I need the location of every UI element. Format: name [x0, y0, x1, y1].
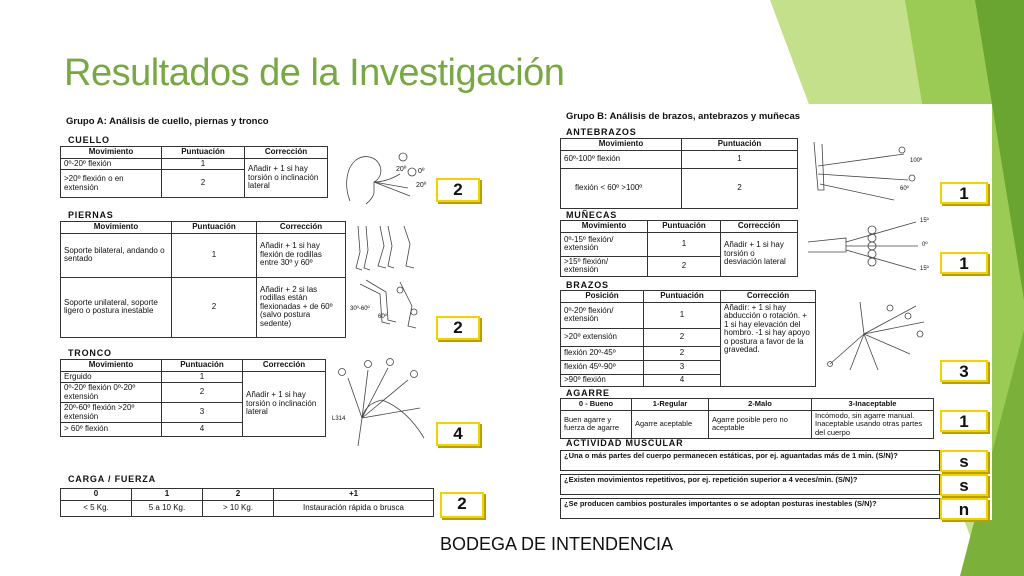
col-posicion: Posición	[561, 291, 644, 303]
tronco-score: 4	[436, 422, 480, 446]
cell-puntuacion: 4	[644, 374, 721, 386]
piernas-fig-label-2: 60º	[378, 314, 387, 320]
antebrazos-table	[560, 138, 798, 209]
group-b-panel	[558, 104, 992, 520]
cell-puntuacion: 2	[644, 328, 721, 346]
cell-puntuacion: 2	[162, 383, 243, 403]
cell-posicion: flexión 20º-45º	[561, 346, 644, 360]
antebrazos-fig-label-1: 100º	[910, 158, 923, 164]
piernas-score: 2	[436, 316, 480, 340]
munecas-fig-label-3: 15º	[920, 266, 929, 272]
table-row	[61, 158, 328, 170]
cuello-fig-label-2: 0º	[418, 168, 425, 175]
wrist-figure-illustration	[806, 218, 926, 274]
cell-posicion: >20º extensión	[561, 328, 644, 346]
cell-correccion: Añadir + 1 si hay flexión de rodillas entre 30º y 60º	[257, 233, 346, 277]
col-movimiento: Movimiento	[61, 222, 172, 234]
carga-col-2: 2	[203, 489, 274, 501]
cell-movimiento: 0º-15º flexión/ extensión	[561, 232, 648, 256]
col-correccion: Corrección	[243, 360, 326, 372]
munecas-fig-label-2: 0º	[922, 242, 928, 248]
piernas-table	[60, 221, 346, 338]
neck-figure-illustration	[330, 146, 430, 206]
table-row	[61, 277, 346, 337]
cell-puntuacion: 1	[162, 371, 243, 383]
piernas-fig-label-1: 30º-60º	[350, 306, 370, 312]
col-correccion: Corrección	[721, 221, 798, 233]
col-puntuacion: Puntuación	[648, 221, 721, 233]
agarre-col-bueno: 0 - Bueno	[561, 399, 632, 411]
antebrazos-fig-label-2: 60º	[900, 186, 909, 192]
col-movimiento: Movimiento	[561, 139, 682, 151]
carga-label: CARGA / FUERZA	[68, 474, 156, 484]
legs-figure-illustration	[350, 222, 436, 332]
cell-puntuacion: 3	[162, 403, 243, 423]
table-row	[561, 150, 798, 168]
arm-figure-illustration	[820, 294, 938, 374]
cell-posicion: flexión 45º-90º	[561, 360, 644, 374]
table-row	[561, 232, 798, 256]
col-movimiento: Movimiento	[61, 360, 162, 372]
agarre-cell-malo: Agarre posible pero no aceptable	[709, 410, 812, 439]
piernas-label: PIERNAS	[68, 210, 114, 220]
cell-puntuacion: 4	[162, 423, 243, 437]
cell-correccion: Añadir + 1 si hay torsión o inclinación lateral	[243, 371, 326, 437]
table-row	[561, 302, 816, 328]
col-correccion: Corrección	[257, 222, 346, 234]
actividad-answer-1: s	[940, 450, 988, 472]
carga-cell-1: 5 a 10 Kg.	[132, 500, 203, 516]
slide-title: Resultados de la Investigación	[64, 52, 565, 94]
table-row	[561, 168, 798, 208]
agarre-table	[560, 398, 934, 439]
col-puntuacion: Puntuación	[162, 147, 245, 159]
actividad-question-3: ¿Se producen cambios posturales importantes o se adoptan posturas inestables (S/N)?	[560, 498, 940, 519]
col-correccion: Corrección	[721, 291, 816, 303]
group-a-heading: Grupo A: Análisis de cuello, piernas y tronco	[66, 116, 269, 127]
tronco-table	[60, 359, 326, 437]
cuello-label: CUELLO	[68, 135, 110, 145]
cell-movimiento: Erguido	[61, 371, 162, 383]
cell-movimiento: 0º-20º flexión	[61, 158, 162, 170]
cell-movimiento: Soporte bilateral, andando o sentado	[61, 233, 172, 277]
cell-puntuacion: 1	[644, 302, 721, 328]
col-puntuacion: Puntuación	[172, 222, 257, 234]
cell-movimiento: 0º-20º flexión 0º-20º extensión	[61, 383, 162, 403]
cell-posicion: 0º-20º flexión/ extensión	[561, 302, 644, 328]
agarre-col-inaceptable: 3-Inaceptable	[812, 399, 934, 411]
brazos-label: BRAZOS	[566, 280, 609, 290]
actividad-label: ACTIVIDAD MUSCULAR	[566, 438, 684, 448]
carga-col-plus1: +1	[274, 489, 434, 501]
col-movimiento: Movimiento	[61, 147, 162, 159]
antebrazos-label: ANTEBRAZOS	[566, 127, 637, 137]
cuello-fig-label-3: 20º	[416, 182, 427, 189]
cell-puntuacion: 1	[172, 233, 257, 277]
cuello-score: 2	[436, 178, 480, 202]
cell-puntuacion: 2	[648, 256, 721, 276]
cell-puntuacion: 1	[682, 150, 798, 168]
agarre-cell-regular: Agarre aceptable	[632, 410, 709, 439]
brazos-score: 3	[940, 360, 988, 382]
slide-footer: BODEGA DE INTENDENCIA	[440, 534, 674, 554]
brazos-table	[560, 290, 816, 387]
carga-col-1: 1	[132, 489, 203, 501]
tronco-fig-label: L314	[332, 416, 346, 422]
cell-posicion: >90º flexión	[561, 374, 644, 386]
carga-cell-plus1: Instauración rápida o brusca	[274, 500, 434, 516]
cell-correccion: Añadir + 1 si hay torsión o desviación lateral	[721, 232, 798, 276]
cell-correccion: Añadir + 1 si hay torsión o inclinación lateral	[245, 158, 328, 198]
cell-movimiento: 60º-100º flexión	[561, 150, 682, 168]
actividad-answer-2: s	[940, 474, 988, 496]
agarre-col-regular: 1-Regular	[632, 399, 709, 411]
cell-movimiento: 20º-60º flexión >20º extensión	[61, 403, 162, 423]
agarre-label: AGARRE	[566, 388, 610, 398]
actividad-question-1: ¿Una o más partes del cuerpo permanecen estáticas, por ej. aguantadas más de 1 min. (S/N)?	[560, 450, 940, 471]
carga-table	[60, 488, 434, 517]
forearm-figure-illustration	[804, 140, 924, 204]
agarre-cell-inaceptable: Incómodo, sin agarre manual. Inaceptable usando otras partes del cuerpo	[812, 410, 934, 439]
cell-puntuacion: 1	[648, 232, 721, 256]
cell-puntuacion: 2	[162, 170, 245, 198]
munecas-label: MUÑECAS	[566, 210, 618, 220]
col-correccion: Corrección	[245, 147, 328, 159]
cell-puntuacion: 2	[644, 346, 721, 360]
cell-puntuacion: 2	[682, 168, 798, 208]
cell-correccion: Añadir: + 1 si hay abducción o rotación. + 1 si hay elevación del hombro. -1 si hay apoyo o postura a favor de la gravedad.	[721, 302, 816, 386]
col-movimiento: Movimiento	[561, 221, 648, 233]
munecas-fig-label-1: 15º	[920, 218, 929, 224]
cell-correccion: Añadir + 2 si las rodillas están flexionadas + de 60º (salvo postura sedente)	[257, 277, 346, 337]
table-row	[561, 410, 934, 439]
cuello-table	[60, 146, 328, 198]
cell-puntuacion: 3	[644, 360, 721, 374]
col-puntuacion: Puntuación	[682, 139, 798, 151]
cuello-fig-label-1: 20º	[396, 166, 407, 173]
col-puntuacion: Puntuación	[162, 360, 243, 372]
table-row	[61, 500, 434, 516]
cell-movimiento: >15º flexión/ extensión	[561, 256, 648, 276]
antebrazos-score: 1	[940, 182, 988, 204]
cell-movimiento: flexión < 60º >100º	[561, 168, 682, 208]
agarre-score: 1	[940, 410, 988, 432]
cell-puntuacion: 1	[162, 158, 245, 170]
carga-score: 2	[440, 492, 484, 518]
actividad-question-2: ¿Existen movimientos repetitivos, por ej. repetición superior a 4 veces/min. (S/N)?	[560, 474, 940, 495]
cell-movimiento: > 60º flexión	[61, 423, 162, 437]
actividad-answer-3: n	[940, 498, 988, 520]
munecas-score: 1	[940, 252, 988, 274]
munecas-table	[560, 220, 798, 277]
agarre-col-malo: 2-Malo	[709, 399, 812, 411]
tronco-label: TRONCO	[68, 348, 112, 358]
cell-movimiento: Soporte unilateral, soporte ligero o postura inestable	[61, 277, 172, 337]
carga-cell-0: < 5 Kg.	[61, 500, 132, 516]
table-row	[61, 233, 346, 277]
col-puntuacion: Puntuación	[644, 291, 721, 303]
agarre-cell-bueno: Buen agarre y fuerza de agarre	[561, 410, 632, 439]
cell-movimiento: >20º flexión o en extensión	[61, 170, 162, 198]
table-row	[61, 371, 326, 383]
trunk-figure-illustration	[328, 358, 436, 448]
group-a-panel	[58, 104, 486, 522]
cell-puntuacion: 2	[172, 277, 257, 337]
group-b-heading: Grupo B: Análisis de brazos, antebrazos y muñecas	[566, 111, 801, 122]
carga-col-0: 0	[61, 489, 132, 501]
carga-cell-2: > 10 Kg.	[203, 500, 274, 516]
